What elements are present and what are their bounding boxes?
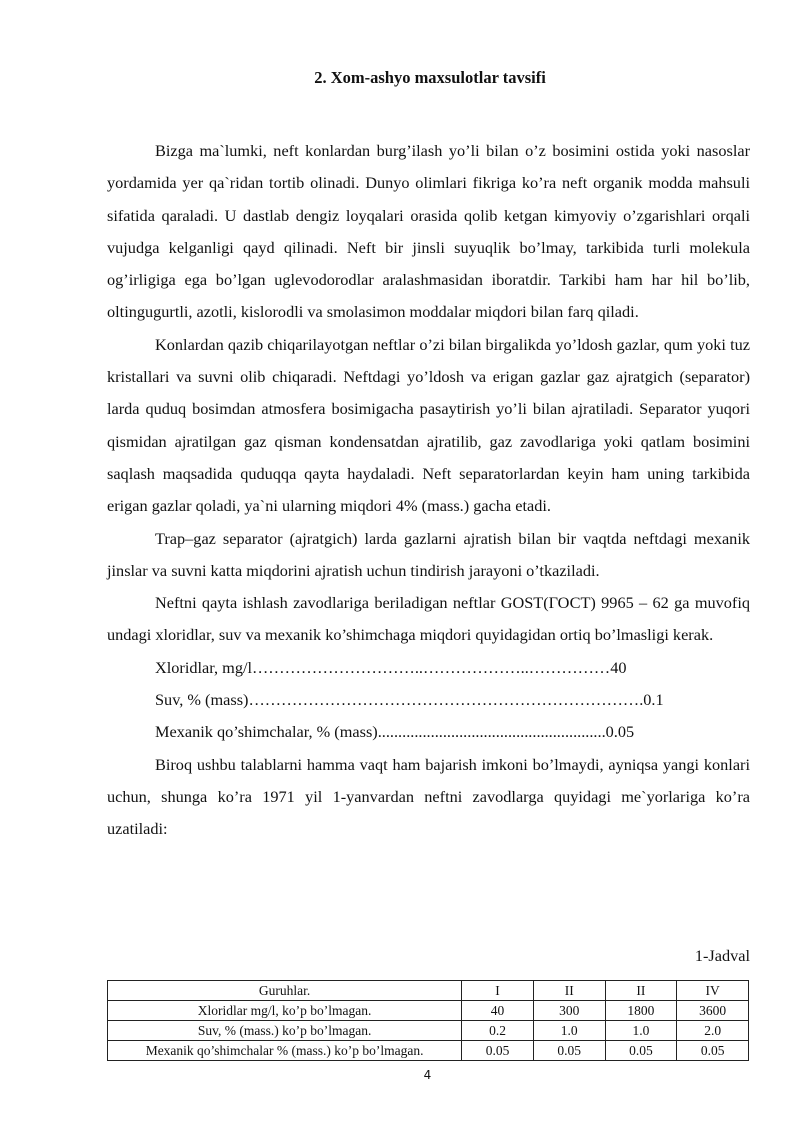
norms-table xyxy=(107,980,749,1061)
table-cell: 1.0 xyxy=(605,1021,677,1041)
table-cell: 1800 xyxy=(605,1001,677,1021)
table-cell: Mexanik qo’shimchalar % (mass.) ko’p bo’lmagan. xyxy=(108,1041,462,1061)
paragraph: Trap–gaz separator (ajratgich) larda gazlarni ajratish bilan bir vaqtda neftdagi mexanik jinslar va suvni katta miqdorini ajratish uchun tindirish jarayoni o’tkaziladi. xyxy=(107,528,750,580)
table-cell: 1.0 xyxy=(533,1021,605,1041)
table-header-cell: Guruhlar. xyxy=(108,981,462,1001)
section-title: 2. Xom-ashyo maxsulotlar tavsifi xyxy=(314,68,546,87)
table-row xyxy=(108,1021,749,1041)
table-cell: Suv, % (mass.) ko’p bo’lmagan. xyxy=(108,1021,462,1041)
table-cell: 2.0 xyxy=(677,1021,749,1041)
table-header-row xyxy=(108,981,749,1001)
table-cell: 0.05 xyxy=(605,1041,677,1061)
spec-line-water: Suv, % (mass)……………………………………………………………….0.1 xyxy=(155,690,664,710)
table-header-cell: II xyxy=(533,981,605,1001)
page-number: 4 xyxy=(423,1068,432,1082)
table-caption: 1-Jadval xyxy=(694,946,750,965)
table-cell: 0.05 xyxy=(533,1041,605,1061)
spec-line-mechanical: Mexanik qo’shimchalar, % (mass)........................................................0.05 xyxy=(155,722,635,742)
spec-line-chlorides: Xloridlar, mg/l…………………………..………………..……………40 xyxy=(155,657,627,677)
table-cell: 300 xyxy=(533,1001,605,1021)
table-header-cell: II xyxy=(605,981,677,1001)
table-cell: 0.2 xyxy=(462,1021,534,1041)
document-body xyxy=(107,135,750,846)
paragraph: Bizga ma`lumki, neft konlardan burg’ilash yo’li bilan o’z bosimini ostida yoki nasoslar yordamida yer qa`ridan tortib olinadi. Dunyo olimlari fikriga ko’ra neft organik modda mahsuli sifatida qaraladi. U dastlab dengiz loyqalari orasida qolib ketgan kimyoviy o’zgarishlari orqali vujudga kelganligi qayd qilinadi. Neft bir jinsli suyuqlik bo’lmay, tarkibida turli molekula og’irligiga ega bo’lgan uglevodorodlar aralashmasidan iboratdir. Tarkibi ham har hil bo’lib, oltingugurtli, azotli, kislorodli va smolasimon moddalar miqdori bilan farq qiladi. xyxy=(107,141,750,322)
table-row xyxy=(108,1041,749,1061)
table-cell: 3600 xyxy=(677,1001,749,1021)
paragraph: Konlardan qazib chiqarilayotgan neftlar o’zi bilan birgalikda yo’ldosh gazlar, qum yoki tuz kristallari va suvni olib chiqaradi. Neftdagi yo’ldosh va erigan gazlar gaz ajratgich (separator) larda quduq bosimdan atmosfera bosimigacha pasaytirish yo’li bilan ajratiladi. Separator yuqori qismidan ajratilgan gaz qisman kondensatdan ajratilib, gaz zavodlariga yoki qatlam bosimini saqlash maqsadida quduqqa qayta haydaladi. Neft separatorlardan keyin ham uning tarkibida erigan gazlar qoladi, ya`ni ularning miqdori 4% (mass.) gacha etadi. xyxy=(107,334,750,516)
paragraph: Biroq ushbu talablarni hamma vaqt ham bajarish imkoni bo’lmaydi, ayniqsa yangi konlari uchun, shunga ko’ra 1971 yil 1-yanvardan neftni zavodlarga quyidagi me`yorlariga ko’ra uzatiladi: xyxy=(107,754,750,839)
table-header-cell: IV xyxy=(677,981,749,1001)
paragraph: Neftni qayta ishlash zavodlariga beriladigan neftlar GOST(ГОСТ) 9965 – 62 ga muvofiq undagi xloridlar, suv va mexanik ko’shimchaga miqdori quyidagidan ortiq bo’lmasligi kerak. xyxy=(107,593,750,645)
table-cell: 0.05 xyxy=(462,1041,534,1061)
table-cell: 0.05 xyxy=(677,1041,749,1061)
table-cell: 40 xyxy=(462,1001,534,1021)
table-header-cell: I xyxy=(462,981,534,1001)
table-row xyxy=(108,1001,749,1021)
table-cell: Xloridlar mg/l, ko’p bo’lmagan. xyxy=(108,1001,462,1021)
